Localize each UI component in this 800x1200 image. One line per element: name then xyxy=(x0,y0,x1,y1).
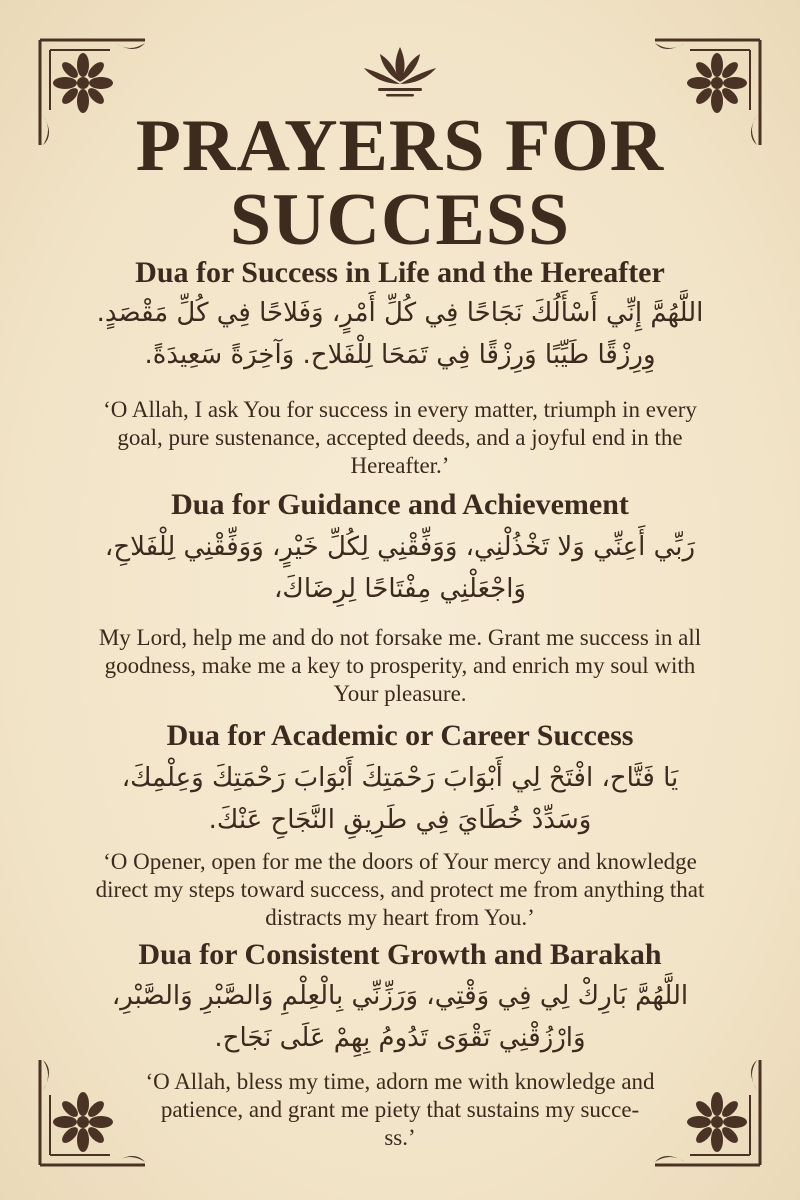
section-2-arabic-line-2: وَاجْعَلْنِي مِفْتَاحًا لِرِضَاكَ، xyxy=(274,574,526,604)
page-title-line-1: PRAYERS FOR xyxy=(135,105,665,187)
section-1-arabic-line-2: وِرِزْقًا طَيِّبًا وَرِزْقًا فِي تَمَحَا لِلْفَلاح. وَآخِرَةً سَعِيدَةً. xyxy=(144,340,656,370)
section-1-translation-line-1: ‘O Allah, I ask You for success in every matter, triumph in every xyxy=(103,397,697,422)
section-1-translation xyxy=(60,396,740,480)
section-1-arabic xyxy=(60,292,740,376)
page-title-line-2: SUCCESS xyxy=(229,179,571,261)
section-3-translation-line-1: ‘O Opener, open for me the doors of Your mercy and knowledge xyxy=(103,849,697,874)
section-3-arabic xyxy=(60,757,740,841)
section-2-translation-line-1: My Lord, help me and do not forsake me. Grant me success in all xyxy=(98,625,702,650)
section-2-arabic-line-1: رَبِّي أَعِنِّي وَلا تَخْذُلْنِي، وَوَفِّقْنِي لِكُلِّ خَيْرٍ، وَوَفِّقْنِي لِلْفَلاحِ، xyxy=(104,532,696,562)
section-4-arabic-line-1: اللَّهُمَّ بَارِكْ لِي فِي وَقْتِي، وَرَزِّنِّي بِالْعِلْمِ وَالصَّبْرِ وَالصَّبْرِ، xyxy=(111,981,689,1011)
section-3-translation-line-3: distracts my heart from You.’ xyxy=(265,905,535,930)
section-4-arabic xyxy=(60,975,740,1059)
section-3-arabic-line-2: وَسَدِّدْ خُطَايَ فِي طَرِيقِ النَّجَاحِ عَنْكَ. xyxy=(208,805,592,835)
section-3-translation xyxy=(60,848,740,932)
section-2-translation-line-3: Your pleasure. xyxy=(333,681,467,706)
section-4-translation-line-3: ss.’ xyxy=(384,1125,416,1150)
section-4-arabic-line-2: وَارْزُقْنِي تَقْوَى تَدُومُ بِهِمْ عَلَى نَجَاح. xyxy=(214,1023,586,1053)
section-4-heading: Dua for Consistent Growth and Barakah xyxy=(138,938,662,971)
section-1-heading: Dua for Success in Life and the Hereafter xyxy=(135,256,665,289)
section-3-translation-line-2: direct my steps toward success, and protect me from anything that xyxy=(95,877,705,902)
section-2-translation xyxy=(60,624,740,708)
section-1-arabic-line-1: اللَّهُمَّ إِنِّي أَسْأَلُكَ نَجَاحًا فِي كُلِّ أَمْرٍ، وَفَلاحًا فِي كُلِّ مَقْصَدٍ. xyxy=(96,298,704,328)
section-2-heading: Dua for Guidance and Achievement xyxy=(171,488,629,521)
section-4-translation-line-2: patience, and grant me piety that sustains my succe- xyxy=(160,1097,640,1122)
section-4-translation xyxy=(60,1068,740,1152)
section-2-arabic xyxy=(60,526,740,610)
section-1-translation-line-2: goal, pure sustenance, accepted deeds, and a joyful end in the xyxy=(117,425,683,450)
lotus-ornament-icon xyxy=(360,42,440,102)
section-4-translation-line-1: ‘O Allah, bless my time, adorn me with knowledge and xyxy=(145,1069,655,1094)
section-2-translation-line-2: goodness, make me a key to prosperity, and enrich my soul with xyxy=(104,653,696,678)
section-1-translation-line-3: Hereafter.’ xyxy=(350,453,450,478)
section-3-arabic-line-1: يَا فَتَّاح، افْتَحْ لِي أَبْوَابَ رَحْمَتِكَ أَبْوَابَ رَحْمَتِكَ وَعِلْمِكَ، xyxy=(121,763,679,793)
section-3-heading: Dua for Academic or Career Success xyxy=(166,719,634,752)
